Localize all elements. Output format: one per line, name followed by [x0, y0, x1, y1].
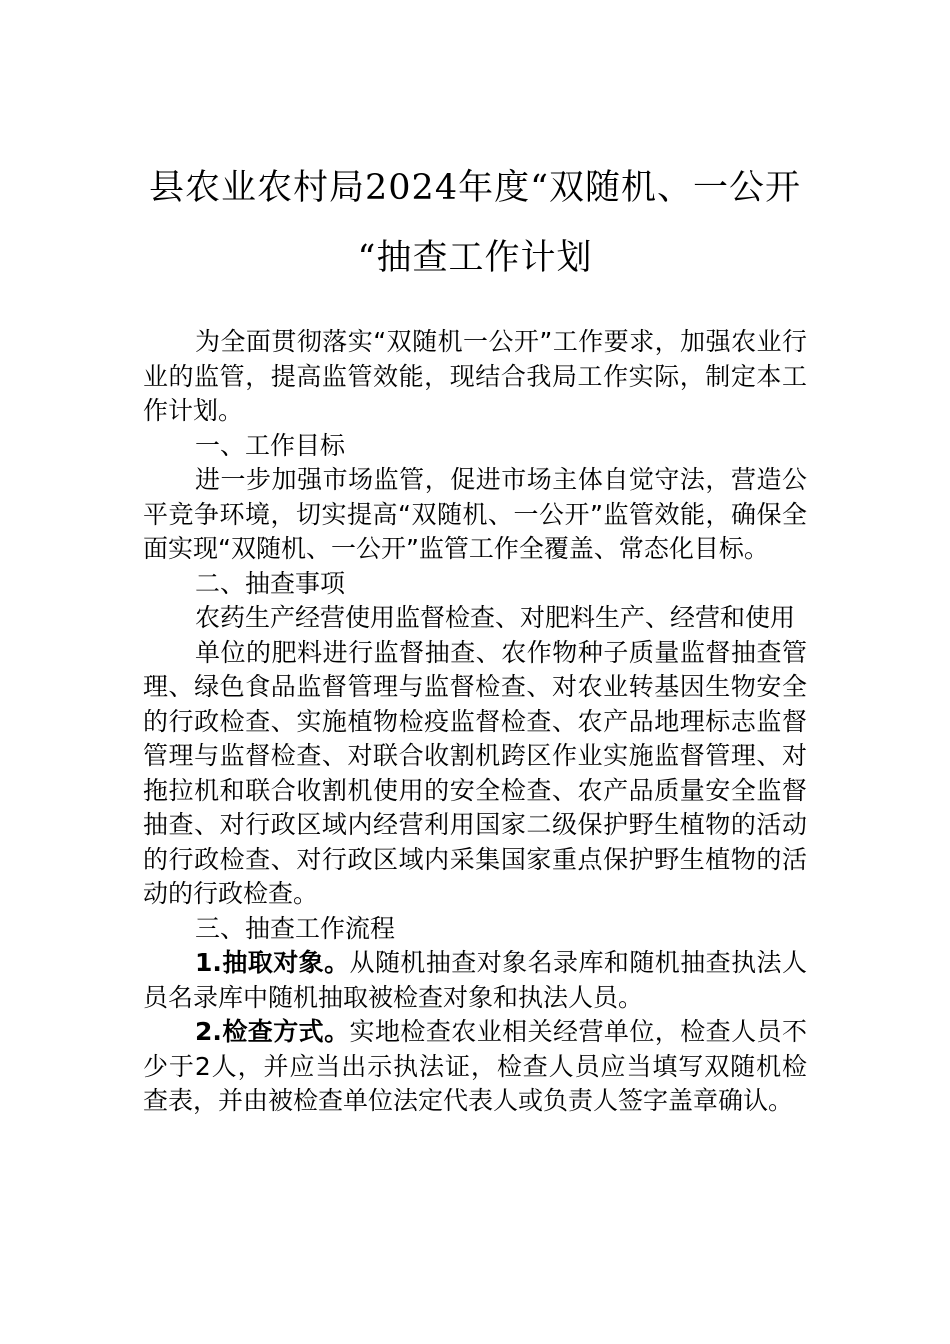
- document-title-line-2: “抽查工作计划: [357, 238, 593, 278]
- section-1-heading: 一、工作目标: [195, 430, 346, 460]
- section-3-item-1: [143, 946, 807, 1015]
- section-3-heading: 三、抽查工作流程: [195, 913, 396, 943]
- section-2-paragraph-2: 单位的肥料进行监督抽查、农作物种子质量监督抽查管理、绿色食品监督管理与监督检查、对农业转基因生物安全的行政检查、实施植物检疫监督检查、农产品地理标志监督管理与监督检查、对联合收割机跨区作业实施监督管理、对拖拉机和联合收割机使用的安全检查、农产品质量安全监督抽查、对行政区域内经营利用国家二级保护野生植物的活动的行政检查、对行政区域内采集国家重点保护野生植物的活动的行政检查。: [143, 637, 807, 908]
- item-1-label: 1.抽取对象。: [195, 948, 350, 977]
- item-1-text: 从随机抽查对象名录库和随机抽查执法人员名录库中随机抽取被检查对象和执法人员。: [143, 948, 807, 1012]
- section-1-paragraph: 进一步加强市场监管，促进市场主体自觉守法，营造公平竞争环境，切实提高“双随机、一公开”监管效能，确保全面实现“双随机、一公开”监管工作全覆盖、常态化目标。: [143, 465, 807, 563]
- item-2-label: 2.检查方式。: [195, 1017, 350, 1046]
- document-body: [143, 325, 807, 1119]
- section-2-paragraph-1: 农药生产经营使用监督检查、对肥料生产、经营和使用: [195, 603, 796, 632]
- intro-paragraph: 为全面贯彻落实“双随机一公开”工作要求，加强农业行业的监管，提高监管效能，现结合我局工作实际，制定本工作计划。: [143, 327, 807, 425]
- section-2-heading: 二、抽查事项: [195, 568, 346, 598]
- section-3-item-2: [143, 1015, 807, 1119]
- document-title-line-1: 县农业农村局2024年度“双随机、一公开: [149, 168, 801, 208]
- item-2-text: 实地检查农业相关经营单位，检查人员不少于2人，并应当出示执法证，检查人员应当填写双随机检查表，并由被检查单位法定代表人或负责人签字盖章确认。: [143, 1017, 807, 1115]
